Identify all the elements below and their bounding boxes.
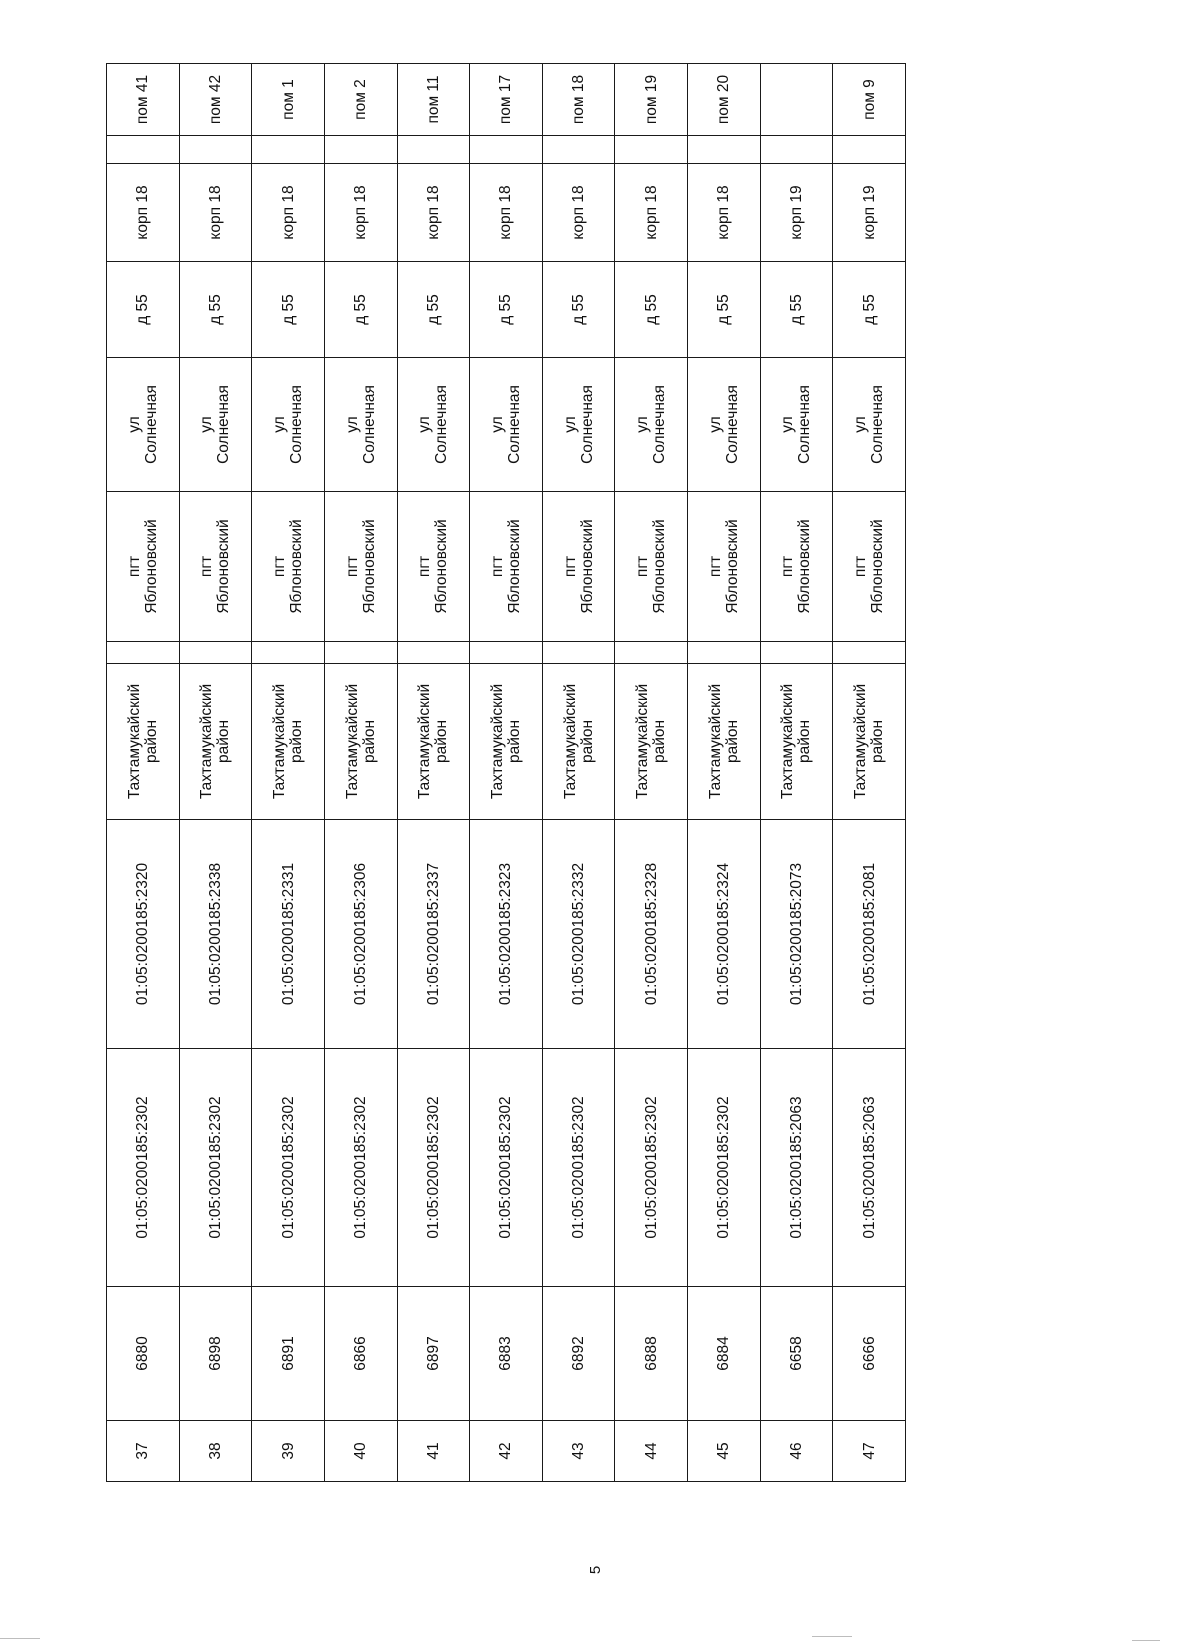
empty-cell: [324, 642, 397, 664]
settlement-type: пгт: [198, 555, 216, 578]
building-cell: корп 18: [324, 164, 397, 262]
house-cell: д 55: [833, 262, 906, 358]
street-type: ул: [706, 416, 724, 433]
parent-cadastral-cell: 01:05:0200185:2302: [179, 1049, 252, 1287]
cadastral-number-cell: 01:05:0200185:2324: [688, 820, 761, 1049]
settlement-cell: [833, 492, 906, 642]
building-cell: корп 18: [688, 164, 761, 262]
house-cell: д 55: [107, 262, 180, 358]
parent-cadastral-cell: 01:05:0200185:2302: [324, 1049, 397, 1287]
empty-cell: [107, 642, 180, 664]
building-cell: корп 18: [107, 164, 180, 262]
house-cell: д 55: [252, 262, 325, 358]
house-cell: д 55: [760, 262, 833, 358]
settlement-name: Яблоновский: [505, 519, 523, 614]
district-cell: Тахтамукайский район: [542, 664, 615, 820]
street-name: Солнечная: [288, 385, 306, 464]
scan-mark: [1132, 1640, 1160, 1641]
settlement-cell: [615, 492, 688, 642]
district-cell: Тахтамукайский район: [470, 664, 543, 820]
settlement-type: пгт: [706, 555, 724, 578]
empty-cell: [615, 642, 688, 664]
settlement-cell: [252, 492, 325, 642]
house-cell: д 55: [179, 262, 252, 358]
street-type: ул: [561, 416, 579, 433]
empty-cell: [542, 642, 615, 664]
parent-cadastral-cell: 01:05:0200185:2302: [397, 1049, 470, 1287]
settlement-type: пгт: [852, 555, 870, 578]
table-row: [760, 64, 833, 1482]
premises-cell: [760, 64, 833, 136]
settlement-cell: [470, 492, 543, 642]
building-cell: корп 18: [615, 164, 688, 262]
settlement-name: Яблоновский: [869, 519, 887, 614]
street-cell: [542, 358, 615, 492]
code-cell: 6883: [470, 1287, 543, 1421]
code-cell: 6866: [324, 1287, 397, 1421]
street-cell: [252, 358, 325, 492]
row-number-cell: 43: [542, 1421, 615, 1482]
parent-cadastral-cell: 01:05:0200185:2302: [688, 1049, 761, 1287]
house-cell: д 55: [397, 262, 470, 358]
street-cell: [397, 358, 470, 492]
settlement-type: пгт: [779, 555, 797, 578]
code-cell: 6891: [252, 1287, 325, 1421]
building-cell: корп 18: [179, 164, 252, 262]
premises-cell: пом 9: [833, 64, 906, 136]
code-cell: 6884: [688, 1287, 761, 1421]
row-number-cell: 41: [397, 1421, 470, 1482]
rotated-table-area: [106, 64, 906, 1482]
district-cell: Тахтамукайский район: [833, 664, 906, 820]
premises-cell: пом 41: [107, 64, 180, 136]
street-cell: [324, 358, 397, 492]
street-type: ул: [416, 416, 434, 433]
settlement-name: Яблоновский: [142, 519, 160, 614]
street-name: Солнечная: [433, 385, 451, 464]
parent-cadastral-cell: 01:05:0200185:2063: [760, 1049, 833, 1287]
cadastral-number-cell: 01:05:0200185:2338: [179, 820, 252, 1049]
empty-cell: [615, 136, 688, 164]
empty-cell: [688, 136, 761, 164]
table-row: [833, 64, 906, 1482]
street-type: ул: [852, 416, 870, 433]
district-cell: Тахтамукайский район: [615, 664, 688, 820]
row-number-cell: 46: [760, 1421, 833, 1482]
settlement-type: пгт: [634, 555, 652, 578]
settlement-type: пгт: [488, 555, 506, 578]
table-row: [324, 64, 397, 1482]
code-cell: 6892: [542, 1287, 615, 1421]
street-name: Солнечная: [142, 385, 160, 464]
settlement-name: Яблоновский: [360, 519, 378, 614]
empty-cell: [179, 642, 252, 664]
street-cell: [179, 358, 252, 492]
district-cell: Тахтамукайский район: [760, 664, 833, 820]
settlement-name: Яблоновский: [578, 519, 596, 614]
street-type: ул: [488, 416, 506, 433]
empty-cell: [833, 136, 906, 164]
empty-cell: [107, 136, 180, 164]
row-number-cell: 37: [107, 1421, 180, 1482]
street-type: ул: [634, 416, 652, 433]
district-cell: Тахтамукайский район: [252, 664, 325, 820]
code-cell: 6666: [833, 1287, 906, 1421]
settlement-cell: [542, 492, 615, 642]
premises-cell: пом 19: [615, 64, 688, 136]
premises-cell: пом 18: [542, 64, 615, 136]
building-cell: корп 18: [542, 164, 615, 262]
settlement-cell: [760, 492, 833, 642]
settlement-cell: [179, 492, 252, 642]
code-cell: 6897: [397, 1287, 470, 1421]
row-number-cell: 40: [324, 1421, 397, 1482]
street-type: ул: [125, 416, 143, 433]
table-row: [397, 64, 470, 1482]
house-cell: д 55: [324, 262, 397, 358]
empty-cell: [252, 136, 325, 164]
premises-cell: пом 17: [470, 64, 543, 136]
street-cell: [470, 358, 543, 492]
table-row: [179, 64, 252, 1482]
empty-cell: [688, 642, 761, 664]
cadastral-number-cell: 01:05:0200185:2320: [107, 820, 180, 1049]
page-number: 5: [587, 1565, 604, 1575]
settlement-type: пгт: [125, 555, 143, 578]
parent-cadastral-cell: 01:05:0200185:2302: [542, 1049, 615, 1287]
parent-cadastral-cell: 01:05:0200185:2302: [470, 1049, 543, 1287]
street-cell: [615, 358, 688, 492]
building-cell: корп 18: [252, 164, 325, 262]
building-cell: корп 18: [397, 164, 470, 262]
street-cell: [760, 358, 833, 492]
street-name: Солнечная: [651, 385, 669, 464]
settlement-type: пгт: [561, 555, 579, 578]
premises-cell: пом 11: [397, 64, 470, 136]
row-number-cell: 38: [179, 1421, 252, 1482]
cadastral-number-cell: 01:05:0200185:2331: [252, 820, 325, 1049]
cadastral-number-cell: 01:05:0200185:2081: [833, 820, 906, 1049]
empty-cell: [252, 642, 325, 664]
empty-cell: [397, 136, 470, 164]
row-number-cell: 45: [688, 1421, 761, 1482]
district-cell: Тахтамукайский район: [688, 664, 761, 820]
settlement-name: Яблоновский: [215, 519, 233, 614]
settlement-type: пгт: [271, 555, 289, 578]
row-number-cell: 44: [615, 1421, 688, 1482]
table-row: [542, 64, 615, 1482]
empty-cell: [470, 642, 543, 664]
settlement-cell: [107, 492, 180, 642]
empty-cell: [833, 642, 906, 664]
cadastral-number-cell: 01:05:0200185:2328: [615, 820, 688, 1049]
building-cell: корп 19: [833, 164, 906, 262]
district-cell: Тахтамукайский район: [397, 664, 470, 820]
table-row: [688, 64, 761, 1482]
cadastral-number-cell: 01:05:0200185:2306: [324, 820, 397, 1049]
street-type: ул: [271, 416, 289, 433]
table-row: [252, 64, 325, 1482]
premises-cell: пом 2: [324, 64, 397, 136]
settlement-name: Яблоновский: [433, 519, 451, 614]
cadastral-number-cell: 01:05:0200185:2073: [760, 820, 833, 1049]
settlement-cell: [688, 492, 761, 642]
street-cell: [107, 358, 180, 492]
empty-cell: [397, 642, 470, 664]
street-name: Солнечная: [215, 385, 233, 464]
empty-cell: [179, 136, 252, 164]
cadastral-number-cell: 01:05:0200185:2337: [397, 820, 470, 1049]
parent-cadastral-cell: 01:05:0200185:2063: [833, 1049, 906, 1287]
scan-mark: [812, 1636, 852, 1637]
code-cell: 6880: [107, 1287, 180, 1421]
table-row: [107, 64, 180, 1482]
settlement-name: Яблоновский: [288, 519, 306, 614]
district-cell: Тахтамукайский район: [107, 664, 180, 820]
table-row: [470, 64, 543, 1482]
street-type: ул: [779, 416, 797, 433]
settlement-cell: [397, 492, 470, 642]
settlement-cell: [324, 492, 397, 642]
street-cell: [833, 358, 906, 492]
street-name: Солнечная: [360, 385, 378, 464]
building-cell: корп 19: [760, 164, 833, 262]
settlement-name: Яблоновский: [796, 519, 814, 614]
cadastral-number-cell: 01:05:0200185:2323: [470, 820, 543, 1049]
house-cell: д 55: [470, 262, 543, 358]
parent-cadastral-cell: 01:05:0200185:2302: [252, 1049, 325, 1287]
table-row: [615, 64, 688, 1482]
registry-table: [106, 63, 906, 1482]
street-type: ул: [198, 416, 216, 433]
premises-cell: пом 20: [688, 64, 761, 136]
empty-cell: [542, 136, 615, 164]
code-cell: 6888: [615, 1287, 688, 1421]
district-cell: Тахтамукайский район: [324, 664, 397, 820]
street-name: Солнечная: [796, 385, 814, 464]
empty-cell: [760, 136, 833, 164]
row-number-cell: 39: [252, 1421, 325, 1482]
cadastral-number-cell: 01:05:0200185:2332: [542, 820, 615, 1049]
street-cell: [688, 358, 761, 492]
empty-cell: [760, 642, 833, 664]
street-name: Солнечная: [869, 385, 887, 464]
settlement-type: пгт: [343, 555, 361, 578]
house-cell: д 55: [688, 262, 761, 358]
settlement-name: Яблоновский: [723, 519, 741, 614]
street-name: Солнечная: [505, 385, 523, 464]
parent-cadastral-cell: 01:05:0200185:2302: [615, 1049, 688, 1287]
scan-mark: [0, 1638, 40, 1639]
empty-cell: [470, 136, 543, 164]
parent-cadastral-cell: 01:05:0200185:2302: [107, 1049, 180, 1287]
street-name: Солнечная: [578, 385, 596, 464]
settlement-type: пгт: [416, 555, 434, 578]
code-cell: 6658: [760, 1287, 833, 1421]
premises-cell: пом 42: [179, 64, 252, 136]
building-cell: корп 18: [470, 164, 543, 262]
district-cell: Тахтамукайский район: [179, 664, 252, 820]
street-name: Солнечная: [723, 385, 741, 464]
house-cell: д 55: [542, 262, 615, 358]
settlement-name: Яблоновский: [651, 519, 669, 614]
code-cell: 6898: [179, 1287, 252, 1421]
premises-cell: пом 1: [252, 64, 325, 136]
house-cell: д 55: [615, 262, 688, 358]
empty-cell: [324, 136, 397, 164]
row-number-cell: 47: [833, 1421, 906, 1482]
row-number-cell: 42: [470, 1421, 543, 1482]
street-type: ул: [343, 416, 361, 433]
